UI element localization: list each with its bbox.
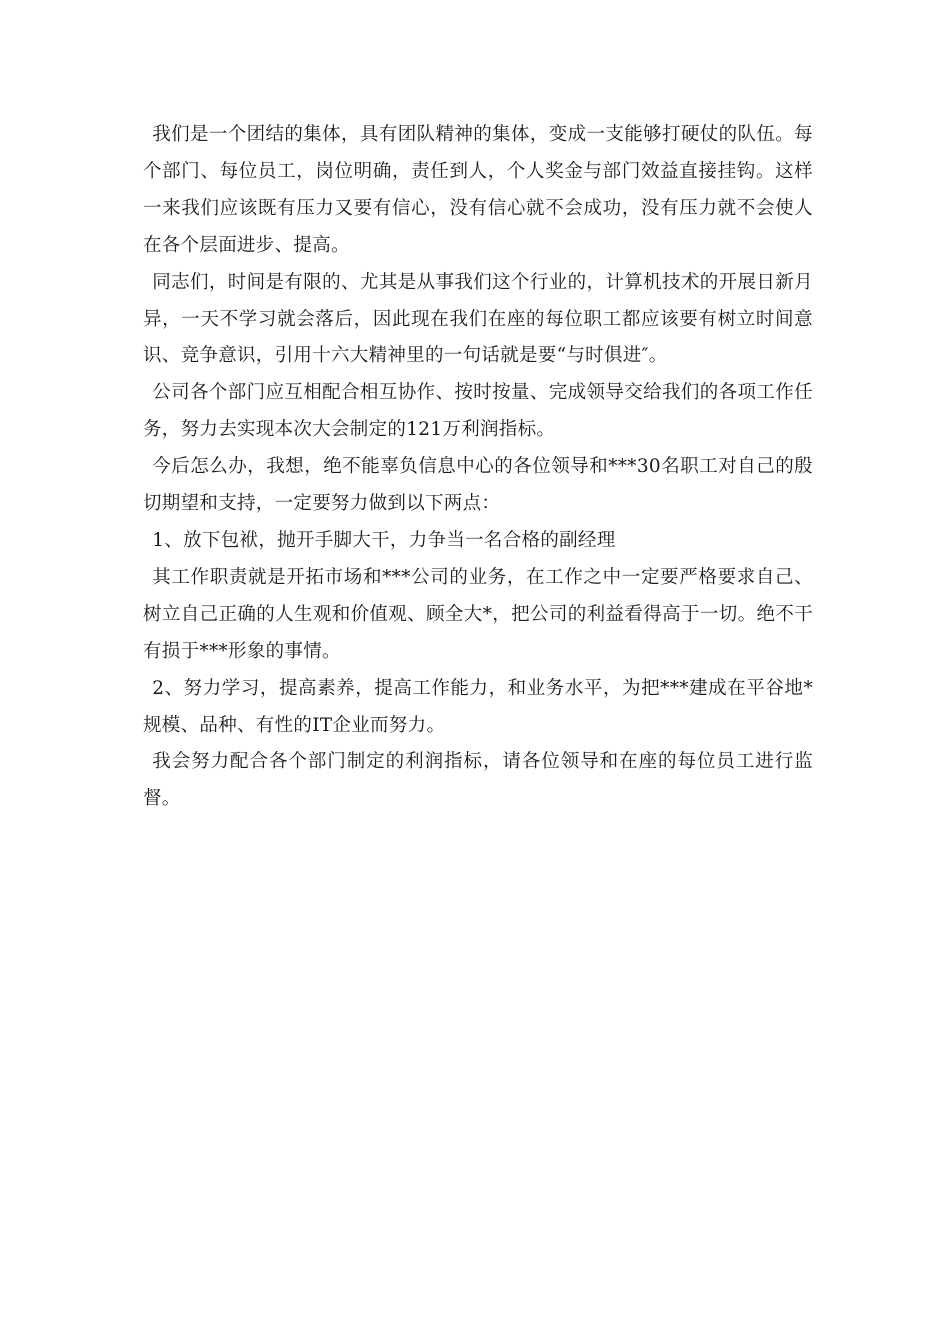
paragraph-closing: 我会努力配合各个部门制定的利润指标，请各位领导和在座的每位员工进行监督。 xyxy=(143,751,813,810)
document-body xyxy=(143,117,813,818)
paragraph-point-one: 1、放下包袱，抛开手脚大干，力争当一名合格的副经理 xyxy=(152,529,616,551)
paragraph-department-cooperation: 公司各个部门应互相配合相互协作、按时按量、完成领导交给我们的各项工作任务，努力去实现本次大会制定的121万利润指标。 xyxy=(143,382,813,441)
paragraph-team-spirit: 我们是一个团结的集体，具有团队精神的集体，变成一支能够打硬仗的队伍。每个部门、每位员工，岗位明确，责任到人，个人奖金与部门效益直接挂钩。这样一来我们应该既有压力又要有信心，没有信心就不会成功，没有压力就不会使人在各个层面进步、提高。 xyxy=(143,124,813,256)
paragraph-point-two: 2、努力学习，提高素养，提高工作能力，和业务水平，为把***建成在平谷地*规模、品种、有性的IT企业而努力。 xyxy=(143,677,813,736)
paragraph-job-duties: 其工作职责就是开拓市场和***公司的业务，在工作之中一定要严格要求自己、树立自己正确的人生观和价值观、顾全大*，把公司的利益看得高于一切。绝不干有损于***形象的事情。 xyxy=(143,566,813,662)
paragraph-time-awareness: 同志们，时间是有限的、尤其是从事我们这个行业的，计算机技术的开展日新月异，一天不学习就会落后，因此现在我们在座的每位职工都应该要有树立时间意识、竞争意识，引用十六大精神里的一句话就是要“与时俱进″。 xyxy=(143,271,813,367)
paragraph-future-plan: 今后怎么办，我想，绝不能辜负信息中心的各位领导和***30名职工对自己的殷切期望和支持，一定要努力做到以下两点： xyxy=(143,456,813,515)
